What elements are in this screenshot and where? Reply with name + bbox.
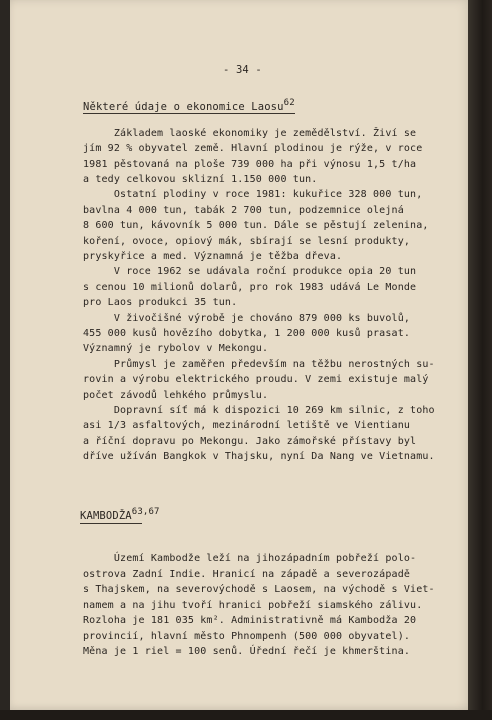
text-line: Základem laoské ekonomiky je zemědělství. Živí se bbox=[83, 128, 417, 139]
text-line: a tedy celkovou sklizní 1.150 000 tun. bbox=[83, 174, 318, 185]
section-heading-kambodza bbox=[80, 506, 160, 522]
text-line: ostrova Zadní Indie. Hranicí na západě a severozápadě bbox=[83, 569, 411, 580]
text-line: rovin a výrobu elektrického proudu. V zemi existuje malý bbox=[83, 374, 429, 385]
text-line: V roce 1962 se udávala roční produkce opia 20 tun bbox=[83, 266, 417, 277]
text-line: V živočišné výrobě je chováno 879 000 ks buvolů, bbox=[83, 313, 411, 324]
book-page bbox=[10, 0, 472, 712]
text-line: koření, ovoce, opiový mák, sbírají se lesní produkty, bbox=[83, 236, 411, 247]
text-line: bavlna 4 000 tun, tabák 2 700 tun, podzemnice olejná bbox=[83, 205, 404, 216]
text-line: Rozloha je 181 035 km². Administrativně má Kambodža 20 bbox=[83, 615, 417, 626]
heading-underline bbox=[83, 113, 295, 114]
text-line: pro Laos produkci 35 tun. bbox=[83, 297, 238, 308]
page-number: - 34 - bbox=[223, 64, 262, 76]
text-line: 8 600 tun, kávovník 5 000 tun. Dále se pěstují zelenina, bbox=[83, 220, 429, 231]
text-line: Území Kambodže leží na jihozápadním pobřeží polo- bbox=[83, 553, 417, 564]
section-title: KAMBODŽA bbox=[80, 510, 132, 522]
text-line: Významný je rybolov v Mekongu. bbox=[83, 343, 269, 354]
text-line: počet závodů lehkého průmyslu. bbox=[83, 390, 269, 401]
text-line: Dopravní síť má k dispozici 10 269 km silnic, z toho bbox=[83, 405, 435, 416]
text-line: namem a na jihu tvoří hranici pobřeží siamského zálivu. bbox=[83, 600, 423, 611]
text-line: a říční dopravu po Mekongu. Jako zámořské přístavy byl bbox=[83, 436, 417, 447]
text-line: Ostatní plodiny v roce 1981: kukuřice 328 000 tun, bbox=[83, 189, 423, 200]
text-line: dříve užíván Bangkok v Thajsku, nyní Da Nang ve Vietnamu. bbox=[83, 451, 435, 462]
heading-underline bbox=[80, 523, 142, 524]
book-spine-shadow bbox=[468, 0, 492, 720]
footnote-ref: 62 bbox=[283, 98, 295, 108]
text-line: s Thajskem, na severovýchodě s Laosem, na východě s Viet- bbox=[83, 584, 435, 595]
footnote-ref: 63,67 bbox=[131, 507, 160, 517]
text-line: 455 000 kusů hovězího dobytka, 1 200 000 kusů prasat. bbox=[83, 328, 411, 339]
page-bottom-edge bbox=[0, 710, 492, 720]
section-heading-laos bbox=[83, 97, 295, 113]
text-line: pryskyřice a med. Významná je těžba dřeva. bbox=[83, 251, 343, 262]
text-line: provincií, hlavní město Phnompenh (500 000 obyvatel). bbox=[83, 631, 411, 642]
section-title: Některé údaje o ekonomice Laosu bbox=[83, 101, 284, 113]
text-line: Měna je 1 riel = 100 senů. Úřední řečí je khmerština. bbox=[83, 646, 411, 657]
text-line: Průmysl je zaměřen především na těžbu nerostných su- bbox=[83, 359, 435, 370]
text-line: s cenou 10 milionů dolarů, pro rok 1983 udává Le Monde bbox=[83, 282, 417, 293]
text-line: 1981 pěstovaná na ploše 739 000 ha při výnosu 1,5 t/ha bbox=[83, 159, 417, 170]
text-line: asi 1/3 asfaltových, mezinárodní letiště ve Vientianu bbox=[83, 420, 411, 431]
text-line: jím 92 % obyvatel země. Hlavní plodinou je rýže, v roce bbox=[83, 143, 423, 154]
